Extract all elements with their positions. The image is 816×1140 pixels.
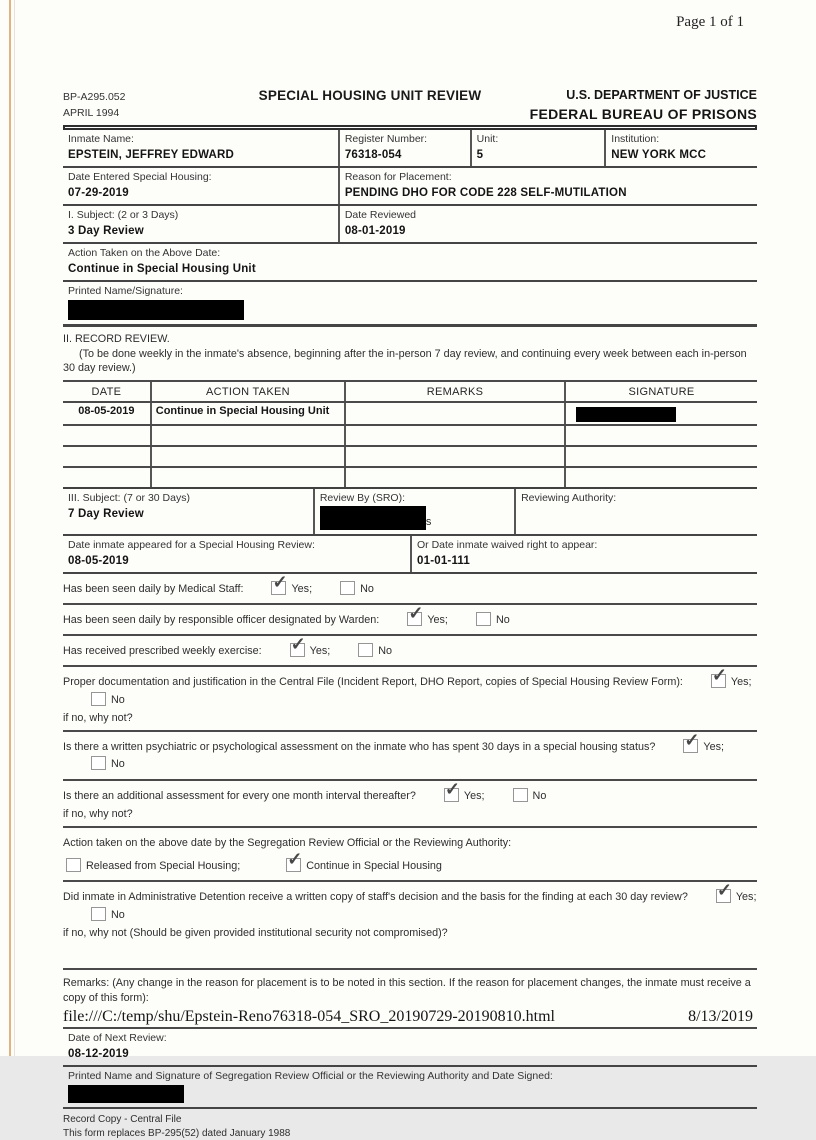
official-signature-row <box>63 1067 757 1109</box>
scan-edge-line <box>9 0 11 1056</box>
next-review-row <box>63 1029 757 1067</box>
yes-label: Yes; <box>730 676 752 689</box>
register-number-field <box>338 130 470 166</box>
form-header <box>63 84 757 122</box>
row-remarks <box>344 426 564 445</box>
date-waived-field <box>410 536 757 572</box>
row-action <box>150 447 344 466</box>
row-remarks <box>344 447 564 466</box>
row-date <box>63 447 150 466</box>
question-written-copy <box>63 882 757 970</box>
question-text: Has been seen daily by Medical Staff: <box>63 582 244 595</box>
table-row <box>63 424 757 445</box>
action-taken-label: Action Taken on the Above Date: <box>68 247 221 259</box>
checkmark-icon: ✓ <box>684 730 700 751</box>
date-appeared-label: Date inmate appeared for a Special Housing Review: <box>68 538 315 551</box>
yes-label: Yes; <box>735 891 757 904</box>
yes-checkbox[interactable] <box>716 880 732 903</box>
table-row <box>63 401 757 424</box>
section2-heading-block <box>63 327 757 380</box>
form-number-block <box>63 84 213 122</box>
row-signature <box>564 403 757 424</box>
question-note: if no, why not? <box>63 807 133 820</box>
checkmark-icon: ✓ <box>444 778 460 799</box>
question-text: Proper documentation and justification in the Central File (Incident Report, DHO Report, copies of Special Housing Review Form): <box>63 676 683 689</box>
official-signature-label: Printed Name and Signature of Segregation Review Official or the Reviewing Authority and Date Signed: <box>68 1070 553 1083</box>
redaction-bar <box>576 407 676 422</box>
question-medical-staff <box>63 571 757 605</box>
released-checkbox[interactable] <box>66 858 81 872</box>
section3-subject-row <box>63 489 757 536</box>
institution-field <box>604 130 757 166</box>
continue-checkbox[interactable] <box>286 849 303 872</box>
section3-subject-label: III. Subject: (7 or 30 Days) <box>68 491 190 504</box>
question-text: Has received prescribed weekly exercise: <box>63 645 262 658</box>
row-remarks <box>344 468 564 487</box>
register-number-value: 76318-054 <box>344 149 402 161</box>
section3-subject-field <box>63 489 313 534</box>
row-action <box>150 468 344 487</box>
section2-heading: II. RECORD REVIEW. <box>63 333 170 345</box>
inmate-name-label: Inmate Name: <box>68 133 134 145</box>
checkmark-icon: ✓ <box>272 571 288 592</box>
file-url: file:///C:/temp/shu/Epstein-Reno76318-054_SRO_20190729-20190810.html <box>63 1008 555 1025</box>
bureau-name: FEDERAL BUREAU OF PRISONS <box>529 106 757 122</box>
page-number: Page 1 of 1 <box>676 14 744 30</box>
reason-label: Reason for Placement: <box>344 171 452 183</box>
table-header-row <box>63 380 757 401</box>
no-label: No <box>360 582 374 595</box>
review-by-visible-char: s <box>425 515 432 528</box>
section1-subject-row <box>63 206 757 244</box>
yes-label: Yes; <box>703 741 724 754</box>
date-entered-label: Date Entered Special Housing: <box>68 171 212 183</box>
form-revision-date: APRIL 1994 <box>63 107 120 120</box>
action-taken-row <box>63 244 757 282</box>
col-header-signature: SIGNATURE <box>564 382 757 401</box>
yes-label: Yes; <box>291 582 313 595</box>
no-label: No <box>111 693 125 706</box>
next-review-value: 08-12-2019 <box>68 1048 129 1061</box>
unit-value: 5 <box>476 149 484 161</box>
review-by-sro-label: Review By (SRO): <box>319 491 406 504</box>
yes-checkbox[interactable] <box>407 602 424 626</box>
continue-option-label: Continue in Special Housing <box>306 860 442 873</box>
date-waived-label: Or Date inmate waived right to appear: <box>417 538 598 551</box>
checkmark-icon: ✓ <box>290 634 306 655</box>
question-psych-assessment <box>63 732 757 781</box>
sro-action-taken-label: Action taken on the above date by the Segregation Review Official or the Reviewing Authority: <box>63 836 512 849</box>
no-checkbox[interactable] <box>358 643 373 657</box>
checkmark-icon: ✓ <box>287 849 303 870</box>
question-central-file-documentation <box>63 667 757 732</box>
form-number: BP-A295.052 <box>63 91 126 103</box>
no-checkbox[interactable] <box>91 756 106 770</box>
unit-label: Unit: <box>476 133 499 145</box>
no-label: No <box>378 645 393 658</box>
print-footer <box>63 1008 753 1026</box>
no-checkbox[interactable] <box>340 581 355 595</box>
redaction-bar <box>68 300 244 320</box>
no-checkbox[interactable] <box>476 612 491 626</box>
agency-block <box>527 84 757 122</box>
unit-field <box>470 130 605 166</box>
inmate-name-value: EPSTEIN, JEFFREY EDWARD <box>68 149 235 161</box>
row-signature <box>564 447 757 466</box>
no-label: No <box>111 758 125 771</box>
question-note: if no, why not (Should be given provided institutional security not compromised)? <box>63 926 448 939</box>
placement-row <box>63 168 757 206</box>
form-replaces-note: This form replaces BP-295(52) dated January 1988 <box>63 1127 291 1139</box>
yes-checkbox[interactable] <box>271 571 288 595</box>
sro-action-options <box>63 849 757 875</box>
question-text: Has been seen daily by responsible officer designated by Warden: <box>63 613 380 626</box>
yes-label: Yes; <box>463 789 485 802</box>
form-footnote <box>63 1109 757 1140</box>
record-copy-note: Record Copy - Central File <box>63 1114 182 1126</box>
checkmark-icon: ✓ <box>408 602 424 623</box>
yes-checkbox[interactable] <box>683 730 700 753</box>
no-label: No <box>495 613 510 626</box>
col-header-date: DATE <box>91 385 122 398</box>
col-header-action-taken: ACTION TAKEN <box>150 382 344 401</box>
date-appeared-field <box>63 536 410 572</box>
row-remarks <box>344 403 564 424</box>
yes-label: Yes; <box>309 645 331 658</box>
printed-name-signature-label: Printed Name/Signature: <box>68 285 183 297</box>
section1-subject-value: 3 Day Review <box>68 225 144 237</box>
remarks-label: Remarks: (Any change in the reason for placement is to be noted in this section. If the reason for placement changes, the inmate must receive a copy of this form): <box>63 976 751 1004</box>
question-text: Did inmate in Administrative Detention receive a written copy of staff's decision and the basis for the finding at each 30 day review? <box>63 891 688 904</box>
form-title: SPECIAL HOUSING UNIT REVIEW <box>258 88 482 103</box>
redaction-bar <box>320 506 426 530</box>
released-option-label: Released from Special Housing; <box>86 860 241 873</box>
row-signature <box>564 468 757 487</box>
scan-edge-line-faint <box>14 0 15 1056</box>
signature-row <box>63 282 757 327</box>
review-by-sro-field <box>313 489 514 534</box>
printed-name-signature-field <box>63 282 757 324</box>
date-entered-value: 07-29-2019 <box>68 187 129 199</box>
table-row <box>63 466 757 487</box>
row-date: 08-05-2019 <box>78 404 135 417</box>
institution-value: NEW YORK MCC <box>611 149 707 161</box>
row-action: Continue in Special Housing Unit <box>150 403 344 424</box>
date-waived-value: 01-01-111 <box>417 554 470 567</box>
record-review-table <box>63 380 757 489</box>
redaction-bar <box>68 1085 184 1103</box>
date-reviewed-label: Date Reviewed <box>344 209 417 221</box>
checkmark-icon: ✓ <box>711 665 728 686</box>
action-taken-field <box>63 244 757 280</box>
reason-field <box>338 168 757 204</box>
inmate-info-row <box>63 130 757 168</box>
reviewing-authority-value <box>521 508 750 521</box>
question-text: Is there an additional assessment for every one month interval thereafter? <box>63 789 416 802</box>
question-note: if no, why not? <box>63 712 133 725</box>
question-text: Is there a written psychiatric or psychological assessment on the inmate who has spent 30 days in a special housing status? <box>63 741 656 754</box>
question-monthly-assessment <box>63 778 757 828</box>
no-label: No <box>532 789 547 802</box>
col-header-remarks: REMARKS <box>344 382 564 401</box>
department-name: U.S. DEPARTMENT OF JUSTICE <box>566 88 757 102</box>
table-row <box>63 445 757 466</box>
form-body <box>63 84 757 1140</box>
section1-subject-label: I. Subject: (2 or 3 Days) <box>68 209 179 221</box>
no-checkbox[interactable] <box>91 692 106 706</box>
question-weekly-exercise <box>63 636 757 667</box>
appearance-row <box>63 536 757 574</box>
section3-subject-value: 7 Day Review <box>68 507 144 520</box>
register-number-label: Register Number: <box>344 133 428 145</box>
inmate-name-field <box>63 130 338 166</box>
yes-label: Yes; <box>427 613 448 626</box>
no-checkbox[interactable] <box>513 788 528 802</box>
date-reviewed-field <box>338 206 757 242</box>
date-entered-field <box>63 168 338 204</box>
next-review-field <box>63 1029 757 1065</box>
checkmark-icon: ✓ <box>716 880 732 901</box>
row-action <box>150 426 344 445</box>
institution-label: Institution: <box>611 133 660 145</box>
section2-description: (To be done weekly in the inmate's absence, beginning after the in-person 7 day review, and continuing every week between each in-person 30 day review.) <box>63 347 747 375</box>
action-taken-value: Continue in Special Housing Unit <box>68 263 256 275</box>
reason-value: PENDING DHO FOR CODE 228 SELF-MUTILATION <box>344 187 627 199</box>
date-appeared-value: 08-05-2019 <box>68 554 129 567</box>
reviewing-authority-field <box>514 489 757 534</box>
section1-subject-field <box>63 206 338 242</box>
print-date: 8/13/2019 <box>688 1008 753 1025</box>
next-review-label: Date of Next Review: <box>68 1032 167 1045</box>
date-reviewed-value: 08-01-2019 <box>344 225 406 237</box>
sro-action-taken-block <box>63 828 757 883</box>
row-signature <box>564 426 757 445</box>
yes-checkbox[interactable] <box>711 665 728 688</box>
no-label: No <box>111 908 125 921</box>
yes-checkbox[interactable] <box>290 634 306 657</box>
official-signature-field <box>63 1067 757 1107</box>
row-date <box>63 426 150 445</box>
no-checkbox[interactable] <box>91 907 106 921</box>
question-responsible-officer <box>63 602 757 636</box>
yes-checkbox[interactable] <box>444 778 460 802</box>
reviewing-authority-label: Reviewing Authority: <box>521 491 617 504</box>
row-date <box>63 468 150 487</box>
